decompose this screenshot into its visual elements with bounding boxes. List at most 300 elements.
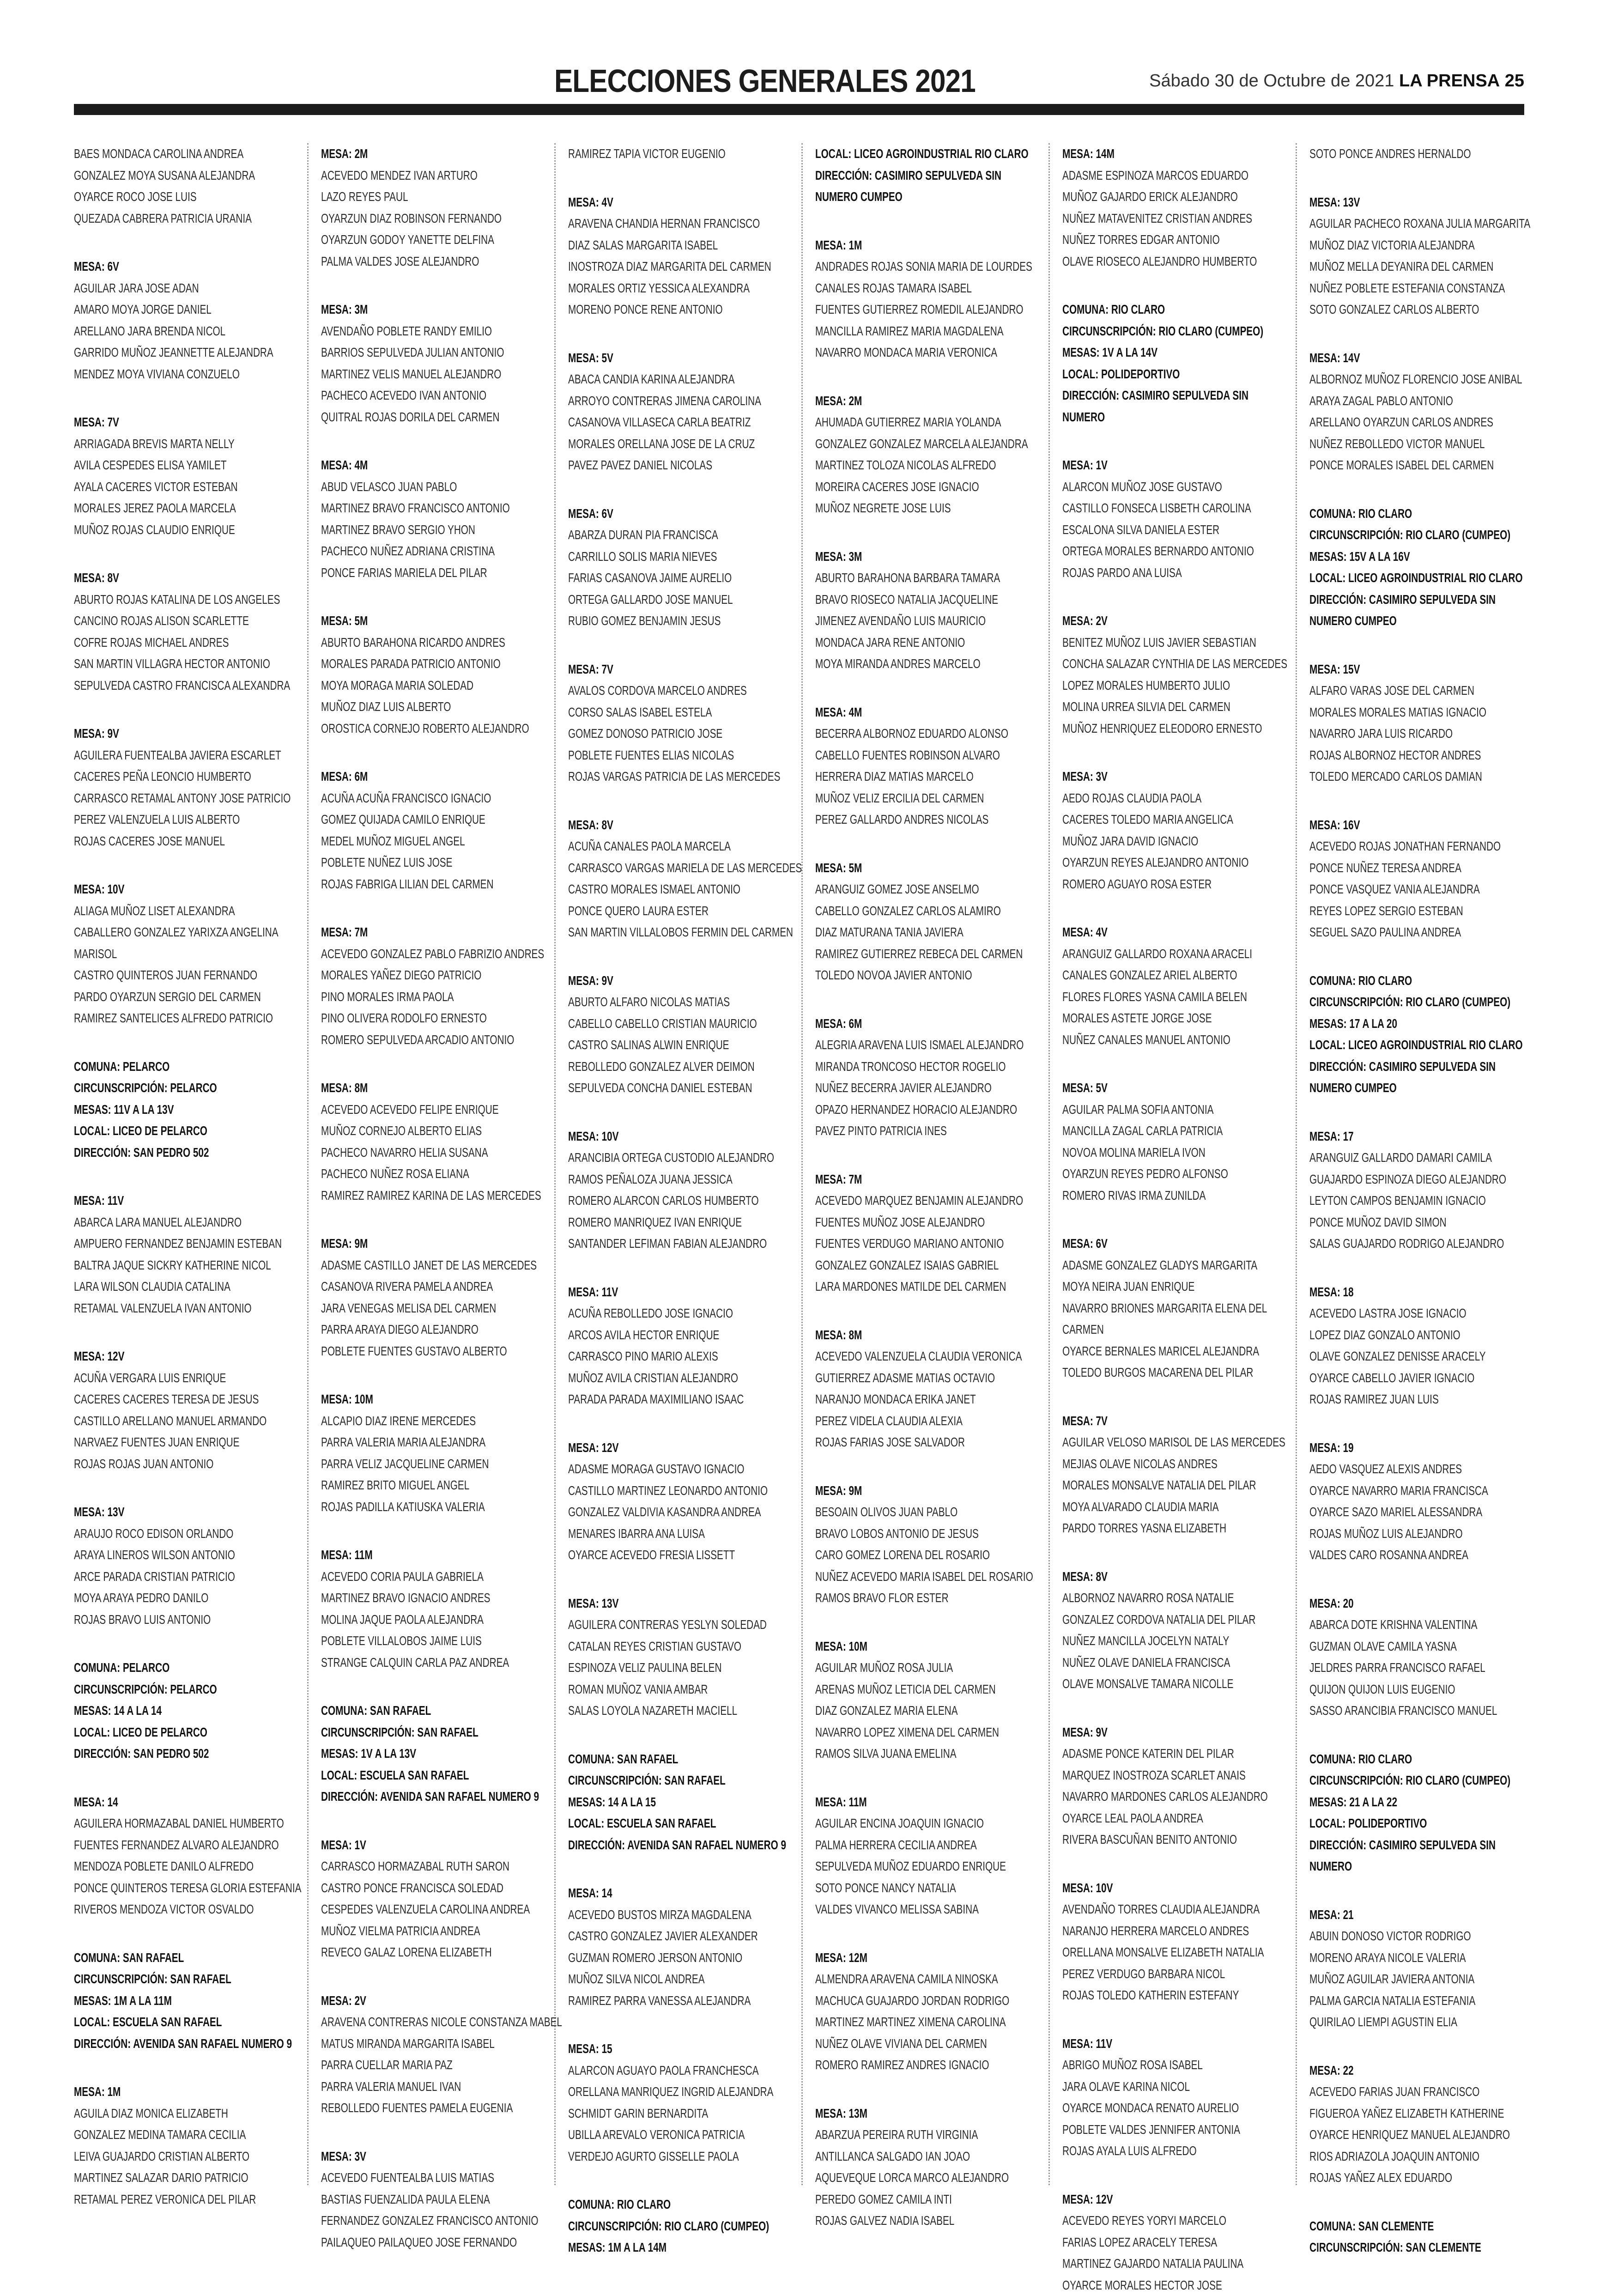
section-heading: LOCAL: ESCUELA SAN RAFAEL [74, 2011, 299, 2033]
section-heading: CIRCUNSCRIPCIÓN: RIO CLARO (CUMPEO) [1062, 321, 1288, 342]
text-column [74, 143, 300, 2185]
section-heading: MESA: 4M [321, 455, 546, 476]
member-name: MOREIRA CACERES JOSE IGNACIO [815, 476, 1041, 498]
section-heading: MESA: 7V [74, 412, 299, 433]
mesa-block [1309, 1126, 1536, 1255]
member-name: PONCE NUÑEZ TERESA ANDREA [1309, 857, 1535, 879]
member-name: FIGUEROA YAÑEZ ELIZABETH KATHERINE [1309, 2103, 1535, 2125]
mesa-block [321, 299, 547, 428]
member-name: LEYTON CAMPOS BENJAMIN IGNACIO [1309, 1190, 1535, 1212]
section-heading: MESA: 8V [1062, 1566, 1288, 1588]
member-name: CASTRO SALINAS ALWIN ENRIQUE [568, 1034, 794, 1056]
member-name: QUEZADA CABRERA PATRICIA URANIA [74, 208, 299, 230]
section-heading: CIRCUNSCRIPCIÓN: RIO CLARO (CUMPEO) [1309, 1770, 1535, 1792]
member-name: ROJAS FARIAS JOSE SALVADOR [815, 1432, 1041, 1453]
member-name: PACHECO NAVARRO HELIA SUSANA [321, 1142, 546, 1164]
member-name: MUÑOZ JARA DAVID IGNACIO [1062, 831, 1288, 852]
member-name: BRAVO LOBOS ANTONIO DE JESUS [815, 1523, 1041, 1545]
member-name: PARRA VALERIA MANUEL IVAN [321, 2076, 546, 2098]
member-name: FERNANDEZ GONZALEZ FRANCISCO ANTONIO [321, 2210, 546, 2232]
member-name: MORALES MONSALVE NATALIA DEL PILAR [1062, 1475, 1288, 1496]
member-name: ROJAS PADILLA KATIUSKA VALERIA [321, 1496, 546, 1518]
member-name: MUÑOZ DIAZ VICTORIA ALEJANDRA [1309, 235, 1535, 256]
member-name: AVALOS CORDOVA MARCELO ANDRES [568, 680, 794, 702]
member-name: ABARCA DOTE KRISHNA VALENTINA [1309, 1614, 1535, 1636]
member-name: CARRASCO VARGAS MARIELA DE LAS MERCEDES [568, 857, 794, 879]
member-name: MUÑOZ CORNEJO ALBERTO ELIAS [321, 1120, 546, 1142]
text-column [815, 143, 1042, 2185]
section-heading: DIRECCIÓN: SAN PEDRO 502 [74, 1142, 299, 1164]
member-name: CASTRO GONZALEZ JAVIER ALEXANDER [568, 1925, 794, 1947]
member-name: ARANGUIZ GALLARDO ROXANA ARACELI [1062, 943, 1288, 965]
member-name: ARELLANO OYARZUN CARLOS ANDRES [1309, 412, 1535, 433]
member-name: ALBORNOZ MUÑOZ FLORENCIO JOSE ANIBAL [1309, 369, 1535, 390]
section-heading: MESAS: 1M A LA 11M [74, 1990, 299, 2012]
mesa-block [1309, 503, 1536, 632]
member-name: BARRIOS SEPULVEDA JULIAN ANTONIO [321, 342, 546, 364]
section-heading: MESAS: 21 A LA 22 [1309, 1792, 1535, 1813]
column-separator [1296, 143, 1297, 2185]
member-name: NUÑEZ MATAVENITEZ CRISTIAN ANDRES [1062, 208, 1288, 230]
member-name: ADASME MORAGA GUSTAVO IGNACIO [568, 1458, 794, 1480]
member-name: DIAZ SALAS MARGARITA ISABEL [568, 235, 794, 256]
mesa-block [568, 2194, 794, 2259]
mesa-block [74, 879, 300, 1029]
section-heading: MESA: 7M [815, 1169, 1041, 1191]
section-heading: DIRECCIÓN: SAN PEDRO 502 [74, 1743, 299, 1765]
member-name: ESPINOZA VELIZ PAULINA BELEN [568, 1657, 794, 1679]
member-name: CASTRO QUINTEROS JUAN FERNANDO [74, 965, 299, 986]
member-name: FUENTES GUTIERREZ ROMEDIL ALEJANDRO [815, 299, 1041, 321]
mesa-block [74, 1190, 300, 1319]
section-heading: MESA: 11M [321, 1544, 546, 1566]
member-name: ACEVEDO VALENZUELA CLAUDIA VERONICA [815, 1346, 1041, 1367]
member-name: STRANGE CALQUIN CARLA PAZ ANDREA [321, 1652, 546, 1674]
mesa-block [321, 1233, 547, 1362]
member-name: NUÑEZ OLAVE DANIELA FRANCISCA [1062, 1652, 1288, 1674]
section-heading: MESA: 9V [74, 723, 299, 745]
mesa-block [815, 1324, 1042, 1453]
mesa-block [321, 922, 547, 1051]
mesa-block [1062, 1877, 1289, 2006]
member-name: MARTINEZ SALAZAR DARIO PATRICIO [74, 2167, 299, 2189]
member-name: CASTRO PONCE FRANCISCA SOLEDAD [321, 1877, 546, 1899]
member-name: NARANJO HERRERA MARCELO ANDRES [1062, 1920, 1288, 1942]
mesa-block [815, 1947, 1042, 2076]
member-name: CABALLERO GONZALEZ YARIXZA ANGELINA [74, 922, 299, 943]
member-name: CASANOVA VILLASECA CARLA BEATRIZ [568, 412, 794, 433]
member-name: AGUILERA FUENTEALBA JAVIERA ESCARLET [74, 745, 299, 766]
member-name: ROJAS AYALA LUIS ALFREDO [1062, 2140, 1288, 2162]
section-heading: CIRCUNSCRIPCIÓN: RIO CLARO (CUMPEO) [1309, 524, 1535, 546]
section-heading: DIRECCIÓN: AVENIDA SAN RAFAEL NUMERO 9 [321, 1786, 546, 1808]
section-heading: DIRECCIÓN: CASIMIRO SEPULVEDA SIN [1062, 385, 1288, 407]
member-name: SALAS LOYOLA NAZARETH MACIELL [568, 1700, 794, 1722]
member-name: ROMERO RIVAS IRMA ZUNILDA [1062, 1185, 1288, 1207]
section-heading: MESA: 6M [321, 766, 546, 788]
member-name: PACHECO NUÑEZ ADRIANA CRISTINA [321, 541, 546, 562]
member-name: ANDRADES ROJAS SONIA MARIA DE LOURDES [815, 256, 1041, 278]
member-name: ABURTO ROJAS KATALINA DE LOS ANGELES [74, 589, 299, 611]
member-name: AGUILAR JARA JOSE ADAN [74, 278, 299, 299]
member-name: ACEVEDO ROJAS JONATHAN FERNANDO [1309, 836, 1535, 857]
member-name: NUÑEZ MANCILLA JOCELYN NATALY [1062, 1630, 1288, 1652]
mesa-block [1309, 814, 1536, 943]
member-name: RIOS ADRIAZOLA JOAQUIN ANTONIO [1309, 2146, 1535, 2168]
member-name: ADASME ESPINOZA MARCOS EDUARDO [1062, 165, 1288, 187]
member-name: ROJAS BRAVO LUIS ANTONIO [74, 1609, 299, 1631]
member-name: ALIAGA MUÑOZ LISET ALEXANDRA [74, 900, 299, 922]
section-heading: MESA: 12M [815, 1947, 1041, 1969]
mesa-block [1309, 1749, 1536, 1877]
member-name: OLAVE RIOSECO ALEJANDRO HUMBERTO [1062, 251, 1288, 273]
member-name: FUENTES VERDUGO MARIANO ANTONIO [815, 1233, 1041, 1255]
member-name: RAMOS SILVA JUANA EMELINA [815, 1743, 1041, 1765]
member-name: GONZALEZ MEDINA TAMARA CECILIA [74, 2124, 299, 2146]
mesa-block [1309, 2060, 1536, 2189]
member-name: LOPEZ DIAZ GONZALO ANTONIO [1309, 1324, 1535, 1346]
section-heading: MESA: 8M [815, 1324, 1041, 1346]
section-heading: MESA: 9M [321, 1233, 546, 1255]
member-name: PALMA VALDES JOSE ALEJANDRO [321, 251, 546, 273]
member-name: ABARCA LARA MANUEL ALEJANDRO [74, 1212, 299, 1233]
member-name: OYARCE BERNALES MARICEL ALEJANDRA [1062, 1341, 1288, 1362]
member-name: RETAMAL VALENZUELA IVAN ANTONIO [74, 1298, 299, 1319]
section-heading: MESA: 22 [1309, 2060, 1535, 2082]
member-name: RAMIREZ SANTELICES ALFREDO PATRICIO [74, 1008, 299, 1029]
member-name: PARDO OYARZUN SERGIO DEL CARMEN [74, 986, 299, 1008]
member-name: ACUÑA CANALES PAOLA MARCELA [568, 836, 794, 857]
member-name: LARA MARDONES MATILDE DEL CARMEN [815, 1276, 1041, 1298]
mesa-block [1062, 299, 1289, 428]
text-column [1062, 143, 1289, 2185]
member-name: ARANGUIZ GOMEZ JOSE ANSELMO [815, 879, 1041, 900]
member-name: OYARCE NAVARRO MARIA FRANCISCA [1309, 1480, 1535, 1502]
section-heading: MESA: 21 [1309, 1904, 1535, 1926]
member-name: AGUILERA HORMAZABAL DANIEL HUMBERTO [74, 1813, 299, 1834]
member-name: JARA OLAVE KARINA NICOL [1062, 2076, 1288, 2098]
section-heading: LOCAL: LICEO AGROINDUSTRIAL RIO CLARO [1309, 567, 1535, 589]
member-name: AEDO VASQUEZ ALEXIS ANDRES [1309, 1458, 1535, 1480]
member-name: LARA WILSON CLAUDIA CATALINA [74, 1276, 299, 1298]
member-name: CABELLO CABELLO CRISTIAN MAURICIO [568, 1013, 794, 1035]
member-name: RAMOS PEÑALOZA JUANA JESSICA [568, 1169, 794, 1191]
member-name: CASTILLO MARTINEZ LEONARDO ANTONIO [568, 1480, 794, 1502]
section-heading: MESA: 1V [1062, 455, 1288, 476]
member-name: GUZMAN OLAVE CAMILA YASNA [1309, 1636, 1535, 1658]
member-name: ALMENDRA ARAVENA CAMILA NINOSKA [815, 1968, 1041, 1990]
member-name: FARIAS LOPEZ ARACELY TERESA [1062, 2232, 1288, 2253]
member-name: ABARZUA PEREIRA RUTH VIRGINIA [815, 2124, 1041, 2146]
section-heading: MESA: 5M [815, 857, 1041, 879]
mesa-block [321, 610, 547, 739]
member-name: ARAVENA CONTRERAS NICOLE CONSTANZA MABEL [321, 2011, 546, 2033]
member-name: ABACA CANDIA KARINA ALEJANDRA [568, 369, 794, 390]
section-heading: MESA: 1M [74, 2081, 299, 2103]
mesa-block [568, 192, 794, 321]
member-name: AVILA CESPEDES ELISA YAMILET [74, 455, 299, 476]
section-heading: COMUNA: RIO CLARO [1309, 1749, 1535, 1770]
member-name: PARRA VELIZ JACQUELINE CARMEN [321, 1453, 546, 1475]
member-name: MARISOL [74, 943, 299, 965]
newspaper-name: LA PRENSA [1399, 71, 1500, 91]
member-name: MATUS MIRANDA MARGARITA ISABEL [321, 2033, 546, 2055]
member-name: RAMIREZ BRITO MIGUEL ANGEL [321, 1475, 546, 1496]
member-name: AGUILAR PALMA SOFIA ANTONIA [1062, 1099, 1288, 1121]
member-name: NARVAEZ FUENTES JUAN ENRIQUE [74, 1432, 299, 1453]
member-name: ABARZA DURAN PIA FRANCISCA [568, 524, 794, 546]
section-heading: NUMERO [1309, 1856, 1535, 1877]
member-name: ROJAS YAÑEZ ALEX EDUARDO [1309, 2167, 1535, 2189]
member-name: ROMERO AGUAYO ROSA ESTER [1062, 874, 1288, 895]
member-name: MENARES IBARRA ANA LUISA [568, 1523, 794, 1545]
member-name: ARAVENA CHANDIA HERNAN FRANCISCO [568, 213, 794, 235]
member-name: RAMOS BRAVO FLOR ESTER [815, 1587, 1041, 1609]
page-number: 25 [1505, 71, 1524, 91]
member-name: NUÑEZ OLAVE VIVIANA DEL CARMEN [815, 2033, 1041, 2055]
member-name: LEIVA GUAJARDO CRISTIAN ALBERTO [74, 2146, 299, 2168]
member-name: BRAVO RIOSECO NATALIA JACQUELINE [815, 589, 1041, 611]
section-heading: CIRCUNSCRIPCIÓN: RIO CLARO (CUMPEO) [568, 2216, 794, 2237]
mesa-block [321, 1077, 547, 1206]
member-name: OYARCE MONDACA RENATO AURELIO [1062, 2097, 1288, 2119]
mesa-block [1062, 1233, 1289, 1384]
mesa-block [321, 1389, 547, 1518]
member-name: SCHMIDT GARIN BERNARDITA [568, 2103, 794, 2125]
member-name: ARAYA ZAGAL PABLO ANTONIO [1309, 390, 1535, 412]
section-heading: MESA: 13V [1309, 192, 1535, 213]
member-name: ABUD VELASCO JUAN PABLO [321, 476, 546, 498]
member-name: PAILAQUEO PAILAQUEO JOSE FERNANDO [321, 2232, 546, 2253]
section-heading: LOCAL: ESCUELA SAN RAFAEL [568, 1813, 794, 1834]
member-name: MUÑOZ AGUILAR JAVIERA ANTONIA [1309, 1968, 1535, 1990]
member-name: MUÑOZ HENRIQUEZ ELEODORO ERNESTO [1062, 718, 1288, 740]
member-name: CARMEN [1062, 1319, 1288, 1341]
section-heading: MESA: 8M [321, 1077, 546, 1099]
member-name: ROMERO RAMIREZ ANDRES IGNACIO [815, 2054, 1041, 2076]
member-name: ROJAS VARGAS PATRICIA DE LAS MERCEDES [568, 766, 794, 788]
section-heading: MESA: 7V [1062, 1410, 1288, 1432]
member-name: CARRASCO RETAMAL ANTONY JOSE PATRICIO [74, 788, 299, 809]
section-heading: MESA: 1V [321, 1834, 546, 1856]
column-separator [1048, 143, 1050, 2185]
member-name: MANCILLA RAMIREZ MARIA MAGDALENA [815, 321, 1041, 342]
member-name: PAVEZ PINTO PATRICIA INES [815, 1120, 1041, 1142]
member-name: SEPULVEDA CONCHA DANIEL ESTEBAN [568, 1077, 794, 1099]
member-name: OYARCE CABELLO JAVIER IGNACIO [1309, 1367, 1535, 1389]
mesa-block [815, 857, 1042, 986]
section-heading: MESA: 20 [1309, 1593, 1535, 1615]
member-name: NUÑEZ CANALES MANUEL ANTONIO [1062, 1029, 1288, 1051]
member-name: CANCINO ROJAS ALISON SCARLETTE [74, 610, 299, 632]
member-name: ARROYO CONTRERAS JIMENA CAROLINA [568, 390, 794, 412]
member-name: PEREZ VIDELA CLAUDIA ALEXIA [815, 1410, 1041, 1432]
member-name: PEREZ VALENZUELA LUIS ALBERTO [74, 809, 299, 831]
section-heading: MESA: 3V [1062, 766, 1288, 788]
mesa-block [568, 1749, 794, 1856]
member-name: NUÑEZ TORRES EDGAR ANTONIO [1062, 229, 1288, 251]
member-name: PARRA CUELLAR MARIA PAZ [321, 2054, 546, 2076]
mesa-block [1062, 2189, 1289, 2296]
member-name: MOYA NEIRA JUAN ENRIQUE [1062, 1276, 1288, 1298]
member-name: GARRIDO MUÑOZ JEANNETTE ALEJANDRA [74, 342, 299, 364]
member-name: INOSTROZA DIAZ MARGARITA DEL CARMEN [568, 256, 794, 278]
section-heading: MESA: 8V [568, 814, 794, 836]
member-name: AMARO MOYA JORGE DANIEL [74, 299, 299, 321]
member-name: FLORES FLORES YASNA CAMILA BELEN [1062, 986, 1288, 1008]
section-heading: MESA: 16V [1309, 814, 1535, 836]
mesa-block [1062, 2033, 1289, 2162]
section-heading: MESA: 4M [815, 702, 1041, 723]
section-heading: LOCAL: POLIDEPORTIVO [1309, 1813, 1535, 1834]
header-rule [74, 104, 1524, 115]
member-name: MENDOZA POBLETE DANILO ALFREDO [74, 1856, 299, 1877]
member-name: ACEVEDO CORIA PAULA GABRIELA [321, 1566, 546, 1588]
member-name: MOLINA URREA SILVIA DEL CARMEN [1062, 696, 1288, 718]
section-heading: MESAS: 11V A LA 13V [74, 1099, 299, 1121]
mesa-block [568, 1437, 794, 1566]
section-heading: LOCAL: ESCUELA SAN RAFAEL [321, 1765, 546, 1786]
member-name: CARRASCO PINO MARIO ALEXIS [568, 1346, 794, 1367]
member-name: ANTILLANCA SALGADO IAN JOAO [815, 2146, 1041, 2168]
section-heading: MESA: 9V [568, 970, 794, 992]
member-name: ORTEGA GALLARDO JOSE MANUEL [568, 589, 794, 611]
member-name: ALARCON MUÑOZ JOSE GUSTAVO [1062, 476, 1288, 498]
mesa-block [1062, 1722, 1289, 1851]
section-heading: MESAS: 1V A LA 14V [1062, 342, 1288, 364]
section-heading: LOCAL: POLIDEPORTIVO [1062, 364, 1288, 385]
member-name: ROJAS PARDO ANA LUISA [1062, 562, 1288, 584]
member-name: AGUILAR ENCINA JOAQUIN IGNACIO [815, 1813, 1041, 1834]
member-name: ROMERO SEPULVEDA ARCADIO ANTONIO [321, 1029, 546, 1051]
member-name: MARTINEZ BRAVO SERGIO YHON [321, 519, 546, 541]
mesa-block [321, 1834, 547, 1963]
member-name: ROJAS FABRIGA LILIAN DEL CARMEN [321, 874, 546, 895]
member-name: ACEVEDO MARQUEZ BENJAMIN ALEJANDRO [815, 1190, 1041, 1212]
member-name: FUENTES MUÑOZ JOSE ALEJANDRO [815, 1212, 1041, 1233]
member-name: SANTANDER LEFIMAN FABIAN ALEJANDRO [568, 1233, 794, 1255]
member-name: POBLETE FUENTES GUSTAVO ALBERTO [321, 1341, 546, 1362]
section-heading: MESA: 14V [1309, 347, 1535, 369]
member-name: MUÑOZ DIAZ LUIS ALBERTO [321, 696, 546, 718]
section-heading: MESA: 15V [1309, 659, 1535, 680]
mesa-block [815, 546, 1042, 675]
member-name: ABUIN DONOSO VICTOR RODRIGO [1309, 1925, 1535, 1947]
member-name: PARRA VALERIA MARIA ALEJANDRA [321, 1432, 546, 1453]
mesa-block [74, 1501, 300, 1630]
member-name: OYARCE SAZO MARIEL ALESSANDRA [1309, 1501, 1535, 1523]
member-name: UBILLA AREVALO VERONICA PATRICIA [568, 2124, 794, 2146]
section-heading: MESA: 11V [1062, 2033, 1288, 2055]
mesa-block [815, 390, 1042, 519]
section-heading: MESA: 7V [568, 659, 794, 680]
member-name: CACERES CACERES TERESA DE JESUS [74, 1389, 299, 1410]
member-name: MUÑOZ VIELMA PATRICIA ANDREA [321, 1920, 546, 1942]
section-heading: MESA: 10V [568, 1126, 794, 1148]
member-name: ABRIGO MUÑOZ ROSA ISABEL [1062, 2054, 1288, 2076]
member-name: MORALES ORTIZ YESSICA ALEXANDRA [568, 278, 794, 299]
member-name: ACUÑA ACUÑA FRANCISCO IGNACIO [321, 788, 546, 809]
member-name: MOLINA JAQUE PAOLA ALEJANDRA [321, 1609, 546, 1631]
section-heading: COMUNA: RIO CLARO [568, 2194, 794, 2216]
member-name: RAMIREZ PARRA VANESSA ALEJANDRA [568, 1990, 794, 2012]
member-name: PONCE FARIAS MARIELA DEL PILAR [321, 562, 546, 584]
member-name: BALTRA JAQUE SICKRY KATHERINE NICOL [74, 1255, 299, 1276]
member-name: MORALES MORALES MATIAS IGNACIO [1309, 702, 1535, 723]
member-name: VERDEJO AGURTO GISSELLE PAOLA [568, 2146, 794, 2168]
mesa-block [568, 1126, 794, 1255]
member-name: ACEVEDO FUENTEALBA LUIS MATIAS [321, 2167, 546, 2189]
member-name: RIVEROS MENDOZA VICTOR OSVALDO [74, 1899, 299, 1920]
member-name: CANALES GONZALEZ ARIEL ALBERTO [1062, 965, 1288, 986]
member-name: ROMERO MANRIQUEZ IVAN ENRIQUE [568, 1212, 794, 1233]
member-name: ADASME GONZALEZ GLADYS MARGARITA [1062, 1255, 1288, 1276]
section-heading: MESA: 8V [74, 567, 299, 589]
section-heading: MESA: 7M [321, 922, 546, 943]
member-name: DIAZ MATURANA TANIA JAVIERA [815, 922, 1041, 943]
mesa-block [815, 143, 1042, 208]
member-name: MARTINEZ VELIS MANUEL ALEJANDRO [321, 364, 546, 385]
mesa-block [1062, 1410, 1289, 1539]
member-name: QUITRAL ROJAS DORILA DEL CARMEN [321, 407, 546, 428]
member-name: ROMAN MUÑOZ VANIA AMBAR [568, 1679, 794, 1701]
section-heading: MESA: 6V [74, 256, 299, 278]
member-name: CARO GOMEZ LORENA DEL ROSARIO [815, 1544, 1041, 1566]
member-name: TOLEDO MERCADO CARLOS DAMIAN [1309, 766, 1535, 788]
section-heading: CIRCUNSCRIPCIÓN: SAN RAFAEL [568, 1770, 794, 1792]
mesa-block [815, 1792, 1042, 1920]
member-name: NAVARRO BRIONES MARGARITA ELENA DEL [1062, 1298, 1288, 1319]
section-heading: COMUNA: PELARCO [74, 1056, 299, 1078]
member-name: ROJAS GALVEZ NADIA ISABEL [815, 2210, 1041, 2232]
member-name: NUÑEZ ACEVEDO MARIA ISABEL DEL ROSARIO [815, 1566, 1041, 1588]
section-heading: MESA: 11V [568, 1282, 794, 1303]
mesa-block [1062, 922, 1289, 1051]
mesa-block [568, 503, 794, 632]
section-heading: MESA: 12V [74, 1346, 299, 1367]
member-name: ROJAS RAMIREZ JUAN LUIS [1309, 1389, 1535, 1410]
member-name: PONCE MORALES ISABEL DEL CARMEN [1309, 455, 1535, 476]
member-name: AGUILAR MUÑOZ ROSA JULIA [815, 1657, 1041, 1679]
text-column [568, 143, 794, 2185]
member-name: PACHECO NUÑEZ ROSA ELIANA [321, 1163, 546, 1185]
member-name: PONCE QUERO LAURA ESTER [568, 900, 794, 922]
section-heading: MESAS: 17 A LA 20 [1309, 1013, 1535, 1035]
member-name: MUÑOZ AVILA CRISTIAN ALEJANDRO [568, 1367, 794, 1389]
section-heading: MESA: 3V [321, 2146, 546, 2168]
section-heading: CIRCUNSCRIPCIÓN: PELARCO [74, 1679, 299, 1701]
column-separator [801, 143, 803, 2185]
member-name: FARIAS CASANOVA JAIME AURELIO [568, 567, 794, 589]
member-name: FUENTES FERNANDEZ ALVARO ALEJANDRO [74, 1834, 299, 1856]
member-name: MEDEL MUÑOZ MIGUEL ANGEL [321, 831, 546, 852]
mesa-block [815, 1169, 1042, 1298]
member-name: ROMERO ALARCON CARLOS HUMBERTO [568, 1190, 794, 1212]
member-name: ABURTO BARAHONA RICARDO ANDRES [321, 632, 546, 654]
member-name: ESCALONA SILVA DANIELA ESTER [1062, 519, 1288, 541]
section-title: ELECCIONES GENERALES 2021 [554, 55, 976, 106]
member-name: MIRANDA TRONCOSO HECTOR ROGELIO [815, 1056, 1041, 1078]
section-heading: MESA: 4V [1062, 922, 1288, 943]
member-name: AQUEVEQUE LORCA MARCO ALEJANDRO [815, 2167, 1041, 2189]
member-name: MARQUEZ INOSTROZA SCARLET ANAIS [1062, 1765, 1288, 1786]
section-heading: MESA: 2V [321, 1990, 546, 2012]
member-name: CABELLO GONZALEZ CARLOS ALAMIRO [815, 900, 1041, 922]
member-name: PONCE MUÑOZ DAVID SIMON [1309, 1212, 1535, 1233]
member-name: JARA VENEGAS MELISA DEL CARMEN [321, 1298, 546, 1319]
mesa-block [568, 347, 794, 476]
member-name: AHUMADA GUTIERREZ MARIA YOLANDA [815, 412, 1041, 433]
